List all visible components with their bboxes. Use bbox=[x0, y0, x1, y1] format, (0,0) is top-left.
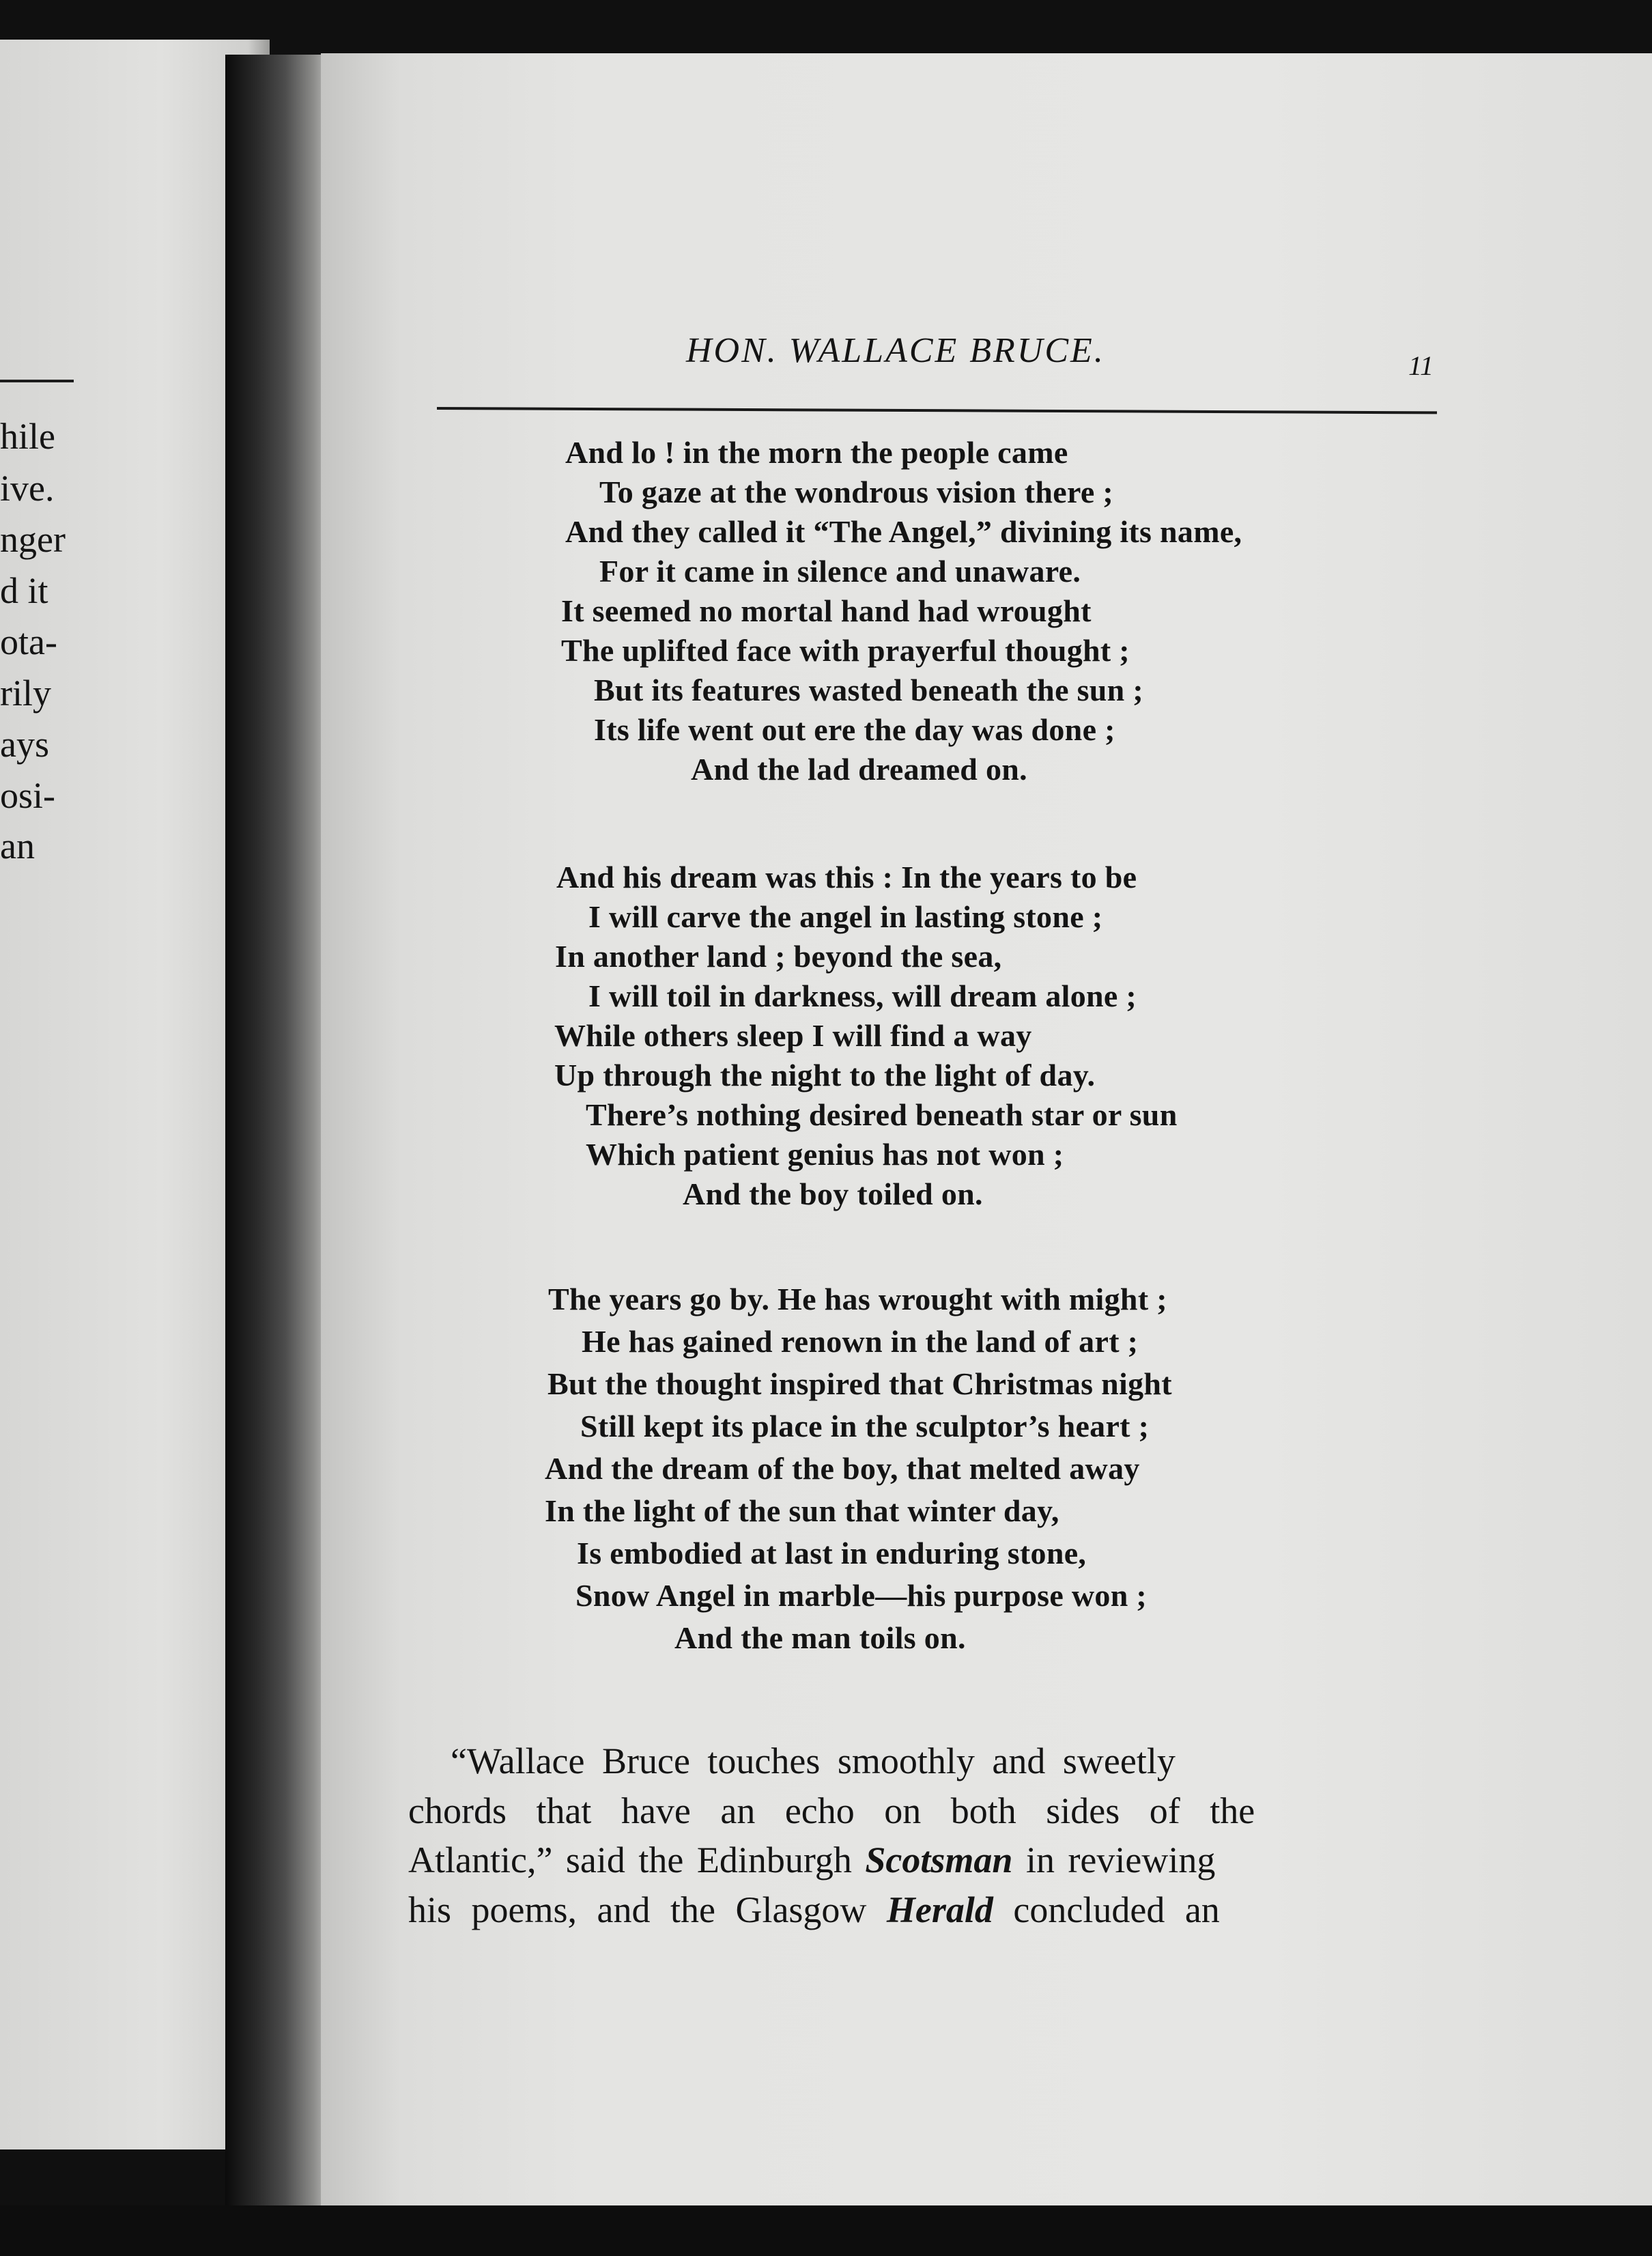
poem-line: But the thought inspired that Christmas night bbox=[547, 1366, 1172, 1401]
left-page-line: an bbox=[0, 826, 35, 866]
prose-line bbox=[408, 1839, 1216, 1880]
poem-line: The uplifted face with prayerful thought ; bbox=[561, 633, 1130, 668]
publication-name: Scotsman bbox=[865, 1839, 1013, 1880]
left-page-line: hile bbox=[0, 416, 55, 457]
poem-line: Which patient genius has not won ; bbox=[586, 1137, 1064, 1172]
left-page-rule bbox=[0, 380, 74, 382]
poem-line: In the light of the sun that winter day, bbox=[545, 1493, 1059, 1528]
poem-line: In another land ; beyond the sea, bbox=[555, 939, 1002, 974]
prose-line: “Wallace Bruce touches smoothly and sweetly bbox=[451, 1740, 1176, 1781]
poem-line: And his dream was this : In the years to be bbox=[556, 860, 1137, 894]
poem-line: And lo ! in the morn the people came bbox=[565, 435, 1068, 470]
prose-text: Atlantic,” said the Edinburgh bbox=[408, 1839, 866, 1880]
publication-name: Herald bbox=[886, 1889, 993, 1930]
poem-line: To gaze at the wondrous vision there ; bbox=[599, 475, 1113, 509]
poem-line: Still kept its place in the sculptor’s heart ; bbox=[580, 1409, 1150, 1443]
poem-line: I will carve the angel in lasting stone ; bbox=[588, 899, 1103, 934]
poem-line: And they called it “The Angel,” divining its name, bbox=[565, 514, 1242, 549]
poem-line: While others sleep I will find a way bbox=[554, 1018, 1032, 1053]
poem-line: For it came in silence and unaware. bbox=[599, 554, 1081, 589]
left-page-line: rily bbox=[0, 673, 51, 714]
poem-line: Up through the night to the light of day. bbox=[554, 1058, 1096, 1092]
prose-line bbox=[408, 1891, 1220, 1928]
prose-text: in reviewing bbox=[1012, 1839, 1216, 1880]
left-page-line: d it bbox=[0, 570, 48, 611]
poem-line: And the dream of the boy, that melted away bbox=[545, 1451, 1140, 1486]
running-head: HON. WALLACE BRUCE. bbox=[686, 331, 1105, 370]
poem-line: Snow Angel in marble—his purpose won ; bbox=[575, 1578, 1147, 1613]
poem-line: And the boy toiled on. bbox=[683, 1176, 983, 1211]
book-gutter bbox=[225, 55, 334, 2205]
left-page-line: nger bbox=[0, 519, 66, 560]
poem-line: And the man toils on. bbox=[674, 1620, 966, 1655]
left-page-line: ays bbox=[0, 724, 49, 765]
scan-border bbox=[0, 2205, 1652, 2256]
poem-line: Its life went out ere the day was done ; bbox=[594, 712, 1115, 747]
poem-line: He has gained renown in the land of art ; bbox=[582, 1324, 1139, 1359]
poem-line: But its features wasted beneath the sun ; bbox=[594, 673, 1143, 707]
page-number: 11 bbox=[1408, 350, 1434, 381]
prose-text: concluded an bbox=[993, 1889, 1220, 1930]
prose-line: chords that have an echo on both sides of the bbox=[408, 1790, 1255, 1831]
poem-line: It seemed no mortal hand had wrought bbox=[561, 593, 1092, 628]
left-page-line: ive. bbox=[0, 468, 55, 509]
poem-line: Is embodied at last in enduring stone, bbox=[577, 1536, 1087, 1570]
poem-line: There’s nothing desired beneath star or sun bbox=[586, 1097, 1178, 1132]
poem-line: And the lad dreamed on. bbox=[691, 752, 1027, 787]
poem-line: The years go by. He has wrought with might ; bbox=[548, 1282, 1167, 1316]
left-page-line: ota- bbox=[0, 621, 57, 662]
poem-line: I will toil in darkness, will dream alone ; bbox=[588, 978, 1137, 1013]
left-page-line: osi- bbox=[0, 775, 55, 816]
prose-text: his poems, and the Glasgow bbox=[408, 1889, 887, 1930]
